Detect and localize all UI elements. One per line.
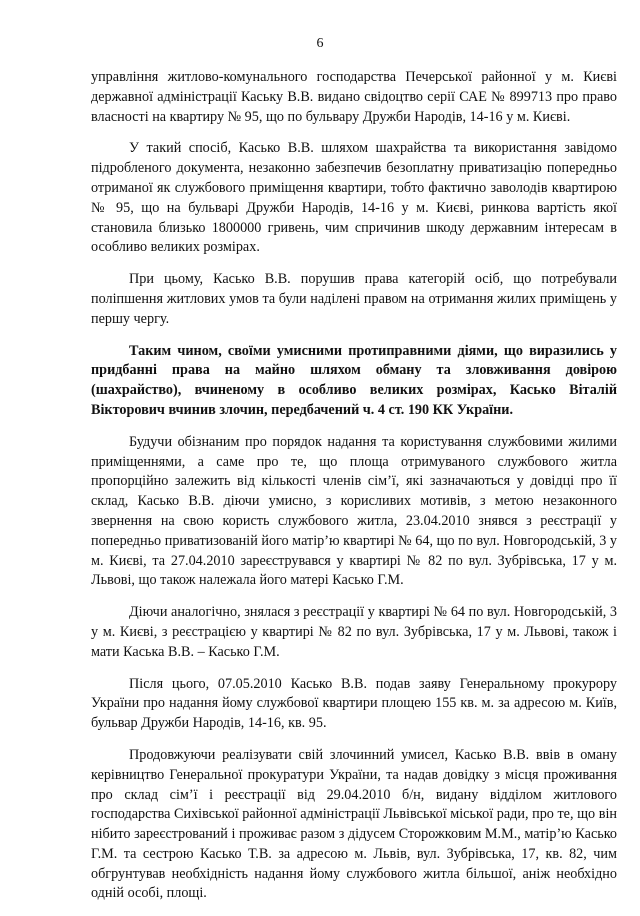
paragraph-registration-change: Будучи обізнаним про порядок надання та користування службовими жилими приміщеннями, а саме про те, що площа отримуваного службового житла пропорційно залежить від кількості членів сім’ї, які зазначаються у довідці про її склад, Касько В.В. діючи умисно, з корисливих мотивів, з метою незаконного звернення на свою користь службового житла, 23.04.2010 знявся з реєстрації у попередньо приватизованій його матір’ю квартирі № 64, що по вул. Новгородській, 3 у м. Києві, та 27.04.2010 зареєструвався у квартирі № 82 по вул. Зубрівська, 17 у м. Львові, що також належала його матері Касько Г.М.	[91, 433, 617, 589]
paragraph-rights-violation: При цьому, Касько В.В. порушив права категорій осіб, що потребували поліпшення житлових умов та були наділені правом на отримання жилих приміщень у першу чергу.	[91, 271, 617, 327]
paragraph-crime-qualification: Таким чином, своїми умисними протиправними діями, що виразились у придбанні права на майно шляхом обману та зловживання довірою (шахрайство), вчиненому в особливо великих розмірах, Касько Віталій Вікторович вчинив злочин, передбачений ч. 4 ст. 190 КК України.	[91, 342, 617, 418]
paragraph-ownership-certificate: управління житлово-комунального господарства Печерської районної у м. Києві державної адміністрації Каську В.В. видано свідоцтво серії САЕ № 899713 про право власності на квартиру № 95, що по бульвару Дружби Народів, 14-16 у м. Києві.	[91, 69, 617, 125]
page-number: 6	[316, 36, 324, 51]
paragraph-mother-registration: Діючи аналогічно, знялася з реєстрації у квартирі № 64 по вул. Новгородській, 3 у м. Києві, з реєстрацією у квартирі № 82 по вул. Зубрівська, 17 у м. Львові, також і мати Каська В.В. – Касько Г.М.	[91, 604, 617, 660]
paragraph-application: Після цього, 07.05.2010 Касько В.В. подав заяву Генеральному прокурору України про надання йому службової квартири площею 155 кв. м. за адресою м. Київ, бульвар Дружби Народів, 14-16, кв. 95.	[91, 675, 617, 732]
paragraph-fraud-description: У такий спосіб, Касько В.В. шляхом шахрайства та використання завідомо підробленого документа, незаконно забезпечив безоплатну приватизацію попередньо отриманої як службового приміщення квартири, тобто фактично заволодів квартирою № 95, що на бульварі Дружби Народів, 14-16 у м. Києві, ринкова вартість якої становила близько 1800000 гривень, чим спричинив шкоду державним інтересам в особливо великих розмірах.	[91, 140, 617, 256]
paragraph-false-certificate: Продовжуючи реалізувати свій злочинний умисел, Касько В.В. ввів в оману керівництво Генеральної прокуратури України, та надав довідку з місця проживання про склад сім’ї і реєстрації від 29.04.2010 б/н, видану відділом житлового господарства Сихівської районної адміністрації Львівської міської ради, про те, що він нібито зареєстрований і проживає разом з дідусем Сторожковим М.М., матір’ю Касько Г.М. та сестрою Касько Т.В. за адресою м. Львів, вул. Зубрівська, 17, кв. 82, чим обгрунтував необхідність надання йому службового житла більшої, аніж необхідно одній особі, площі.	[91, 746, 617, 902]
document-body	[91, 68, 617, 916]
